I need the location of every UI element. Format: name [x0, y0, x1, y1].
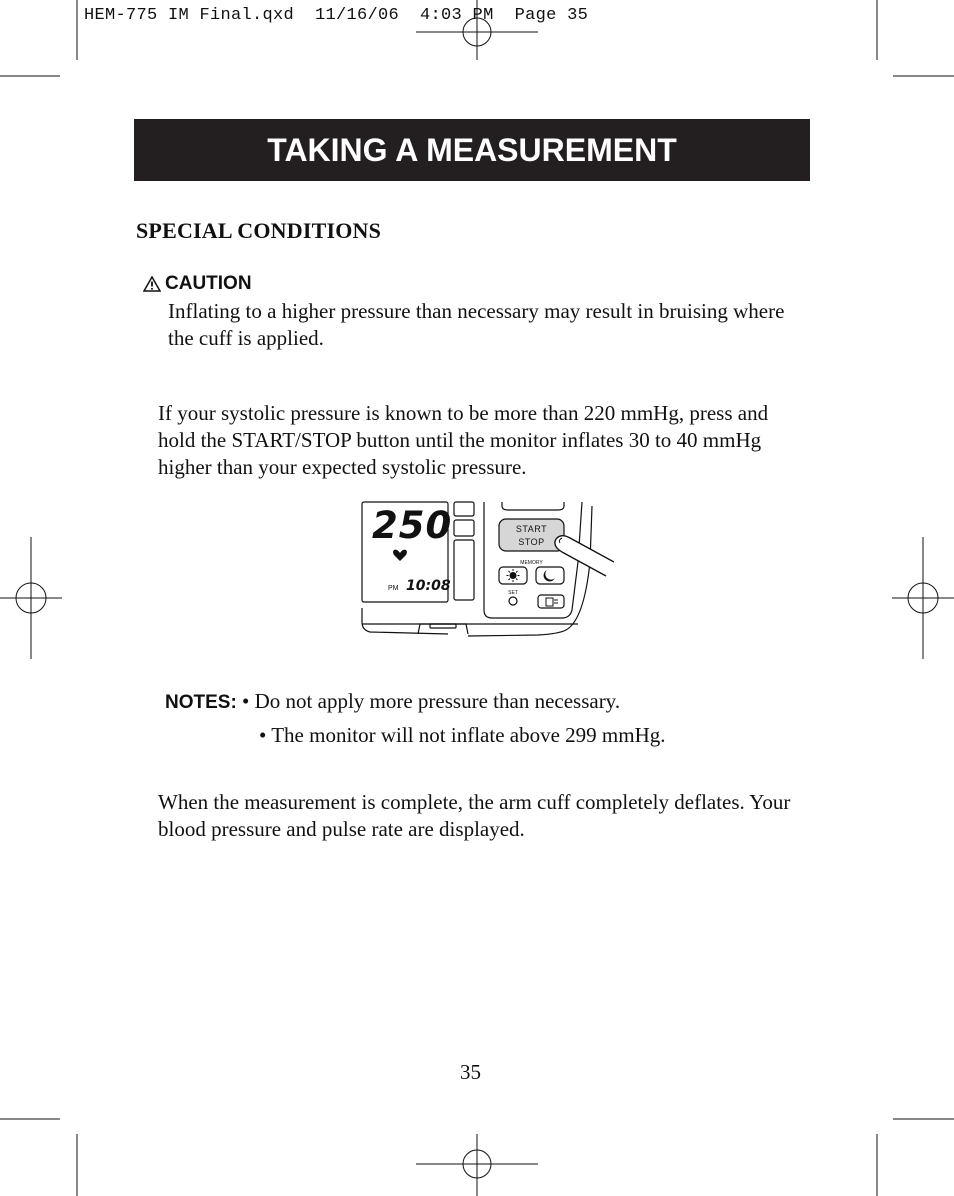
caution-text: Inflating to a higher pressure than necessary may result in bruising where the cuff is applied.	[168, 299, 785, 350]
page-number: 35	[460, 1060, 481, 1084]
registration-mark-left	[0, 537, 62, 659]
set-button	[509, 597, 517, 605]
moon-icon	[544, 570, 555, 581]
lcd-reading: 250	[372, 504, 453, 547]
registration-mark-top	[416, 0, 538, 60]
sun-icon	[507, 569, 520, 582]
note-item: • Do not apply more pressure than necessary.	[242, 689, 621, 713]
notes-first-line	[165, 689, 620, 714]
warning-triangle-icon	[143, 276, 161, 292]
monitor-illustration	[358, 500, 614, 646]
section-title: TAKING A MEASUREMENT	[267, 131, 677, 168]
intro-paragraph: If your systolic pressure is known to be more than 220 mmHg, press and hold the START/STOP button until the monitor inflates 30 to 40 mmHg higher than your expected systolic pressure.	[158, 401, 769, 479]
stop-label: STOP	[518, 537, 545, 547]
registration-mark-right	[892, 537, 954, 659]
lcd-time-period: PM	[388, 585, 399, 592]
memory-icon	[546, 598, 558, 606]
print-slug-line: HEM-775 IM Final.qxd 11/16/06 4:03 PM Page 35	[84, 6, 589, 25]
caution-label: CAUTION	[165, 273, 252, 294]
heart-icon	[393, 550, 407, 561]
registration-mark-bottom	[416, 1134, 538, 1196]
pm-button	[536, 567, 564, 584]
special-conditions-heading: SPECIAL CONDITIONS	[136, 218, 382, 243]
lcd-time: 10:08	[406, 578, 451, 594]
notes-label: NOTES:	[165, 692, 237, 713]
caution-header	[143, 273, 252, 295]
memory-label: MEMORY	[520, 560, 543, 566]
section-title-bar	[134, 119, 810, 181]
note-item: • The monitor will not inflate above 299 mmHg.	[259, 723, 666, 747]
set-label: SET	[508, 590, 518, 596]
start-label: START	[515, 524, 548, 534]
completion-paragraph: When the measurement is complete, the arm cuff completely deflates. Your blood pressure and pulse rate are displayed.	[158, 790, 791, 841]
